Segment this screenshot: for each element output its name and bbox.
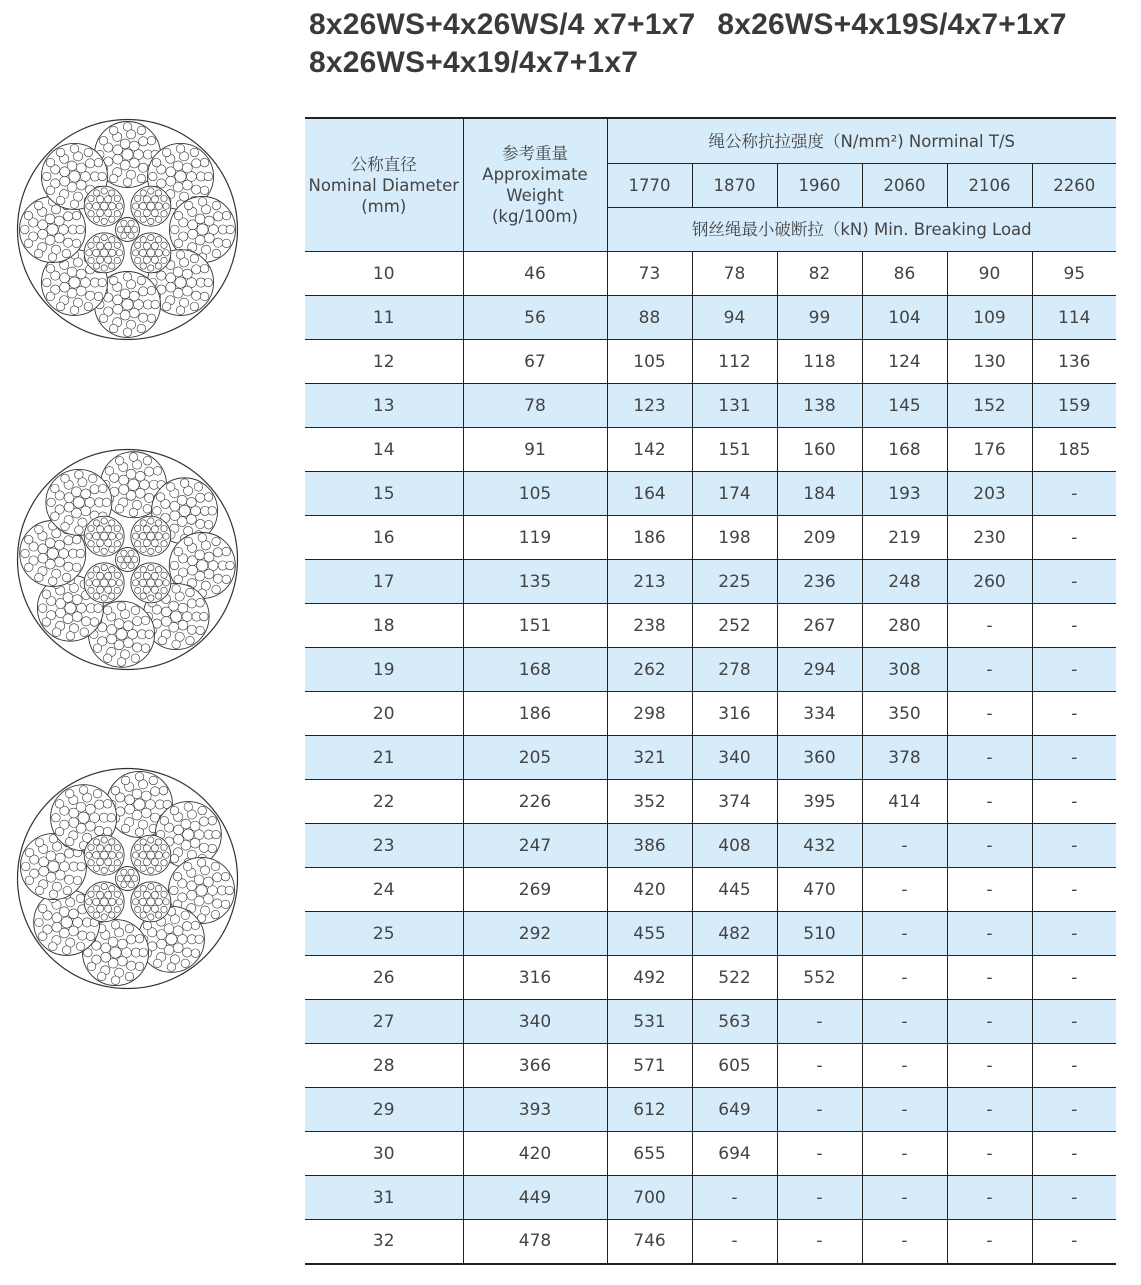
diameter-cell: 32 [305,1220,463,1264]
breaking-load-table [305,117,1116,1265]
breaking-load-cell: 414 [862,780,947,824]
header-nominal-diameter [305,118,463,252]
table-row [305,1044,1116,1088]
breaking-load-cell: 145 [862,384,947,428]
grade-header-cell: 1870 [692,164,777,208]
diameter-cell: 11 [305,296,463,340]
breaking-load-cell: - [947,912,1032,956]
breaking-load-cell: - [947,1220,1032,1264]
breaking-load-cell: 352 [607,780,692,824]
diameter-cell: 25 [305,912,463,956]
table-row [305,912,1116,956]
weight-cell: 135 [463,560,607,604]
breaking-load-cell: - [862,1000,947,1044]
table-row [305,604,1116,648]
breaking-load-cell: - [947,736,1032,780]
breaking-load-cell: 571 [607,1044,692,1088]
weight-cell: 91 [463,428,607,472]
table-row [305,296,1116,340]
breaking-load-cell: 298 [607,692,692,736]
diameter-cell: 30 [305,1132,463,1176]
breaking-load-cell: 260 [947,560,1032,604]
table-row [305,1132,1116,1176]
breaking-load-cell: 386 [607,824,692,868]
table-row [305,1220,1116,1264]
table-row [305,868,1116,912]
breaking-load-cell: - [862,1088,947,1132]
breaking-load-cell: - [862,1220,947,1264]
breaking-load-cell: - [692,1176,777,1220]
breaking-load-cell: 340 [692,736,777,780]
grade-header-cell: 1960 [777,164,862,208]
breaking-load-cell: 213 [607,560,692,604]
breaking-load-cell: - [1032,516,1116,560]
header-weight-en2: Weight [506,186,564,205]
breaking-load-cell: 152 [947,384,1032,428]
table-row [305,516,1116,560]
breaking-load-cell: 262 [607,648,692,692]
grade-header-cell: 1770 [607,164,692,208]
breaking-load-cell: 655 [607,1132,692,1176]
rope-diagram-2 [15,447,240,672]
breaking-load-cell: 130 [947,340,1032,384]
weight-cell: 46 [463,252,607,296]
breaking-load-cell: 360 [777,736,862,780]
diameter-cell: 19 [305,648,463,692]
diameter-cell: 31 [305,1176,463,1220]
diameter-cell: 20 [305,692,463,736]
diameter-cell: 16 [305,516,463,560]
breaking-load-cell: - [947,824,1032,868]
diameter-cell: 13 [305,384,463,428]
breaking-load-cell: - [777,1000,862,1044]
breaking-load-cell: 123 [607,384,692,428]
breaking-load-cell: 186 [607,516,692,560]
breaking-load-cell: 700 [607,1176,692,1220]
breaking-load-cell: 168 [862,428,947,472]
breaking-load-cell: 88 [607,296,692,340]
table-row [305,384,1116,428]
breaking-load-cell: - [1032,780,1116,824]
breaking-load-cell: 104 [862,296,947,340]
breaking-load-cell: 308 [862,648,947,692]
breaking-load-cell: 90 [947,252,1032,296]
weight-cell: 449 [463,1176,607,1220]
breaking-load-cell: 124 [862,340,947,384]
breaking-load-cell: 321 [607,736,692,780]
breaking-load-cell: - [1032,692,1116,736]
breaking-load-cell: 73 [607,252,692,296]
weight-cell: 78 [463,384,607,428]
breaking-load-cell: 193 [862,472,947,516]
weight-cell: 151 [463,604,607,648]
header-diameter-unit: (mm) [361,196,407,216]
breaking-load-cell: 142 [607,428,692,472]
weight-cell: 119 [463,516,607,560]
breaking-load-cell: 236 [777,560,862,604]
breaking-load-cell: 470 [777,868,862,912]
breaking-load-cell: - [692,1220,777,1264]
breaking-load-cell: 746 [607,1220,692,1264]
table-body [305,252,1116,1264]
header-weight-en1: Approximate [482,165,588,184]
header-approx-weight [463,118,607,252]
breaking-load-cell: 445 [692,868,777,912]
weight-cell: 292 [463,912,607,956]
breaking-load-cell: 492 [607,956,692,1000]
breaking-load-cell: - [1032,648,1116,692]
breaking-load-cell: - [1032,736,1116,780]
table-row [305,648,1116,692]
breaking-load-cell: 118 [777,340,862,384]
breaking-load-cell: 112 [692,340,777,384]
breaking-load-cell: 612 [607,1088,692,1132]
breaking-load-cell: 176 [947,428,1032,472]
title-line-1 [309,6,1129,44]
header-weight-unit: (kg/100m) [491,207,579,226]
breaking-load-cell: 694 [692,1132,777,1176]
breaking-load-cell: - [1032,1088,1116,1132]
breaking-load-cell: 209 [777,516,862,560]
breaking-load-cell: - [862,1132,947,1176]
table-row [305,1000,1116,1044]
weight-cell: 269 [463,868,607,912]
breaking-load-cell: 114 [1032,296,1116,340]
diameter-cell: 22 [305,780,463,824]
header-tensile-strength: 绳公称抗拉强度（N/mm²) Norminal T/S [607,118,1116,164]
breaking-load-cell: - [947,1176,1032,1220]
diameter-cell: 23 [305,824,463,868]
table-row [305,472,1116,516]
diameter-cell: 14 [305,428,463,472]
breaking-load-cell: 230 [947,516,1032,560]
breaking-load-cell: 95 [1032,252,1116,296]
breaking-load-cell: 219 [862,516,947,560]
table-row [305,428,1116,472]
breaking-load-cell: 225 [692,560,777,604]
breaking-load-cell: 131 [692,384,777,428]
breaking-load-cell: - [1032,560,1116,604]
diameter-cell: 29 [305,1088,463,1132]
breaking-load-cell: 138 [777,384,862,428]
breaking-load-cell: 531 [607,1000,692,1044]
breaking-load-cell: 350 [862,692,947,736]
wire-rope-cross-section-icon [15,766,240,991]
weight-cell: 340 [463,1000,607,1044]
weight-cell: 67 [463,340,607,384]
breaking-load-cell: - [777,1044,862,1088]
breaking-load-cell: - [947,1044,1032,1088]
header-diameter-en: Nominal Diameter [308,175,460,195]
diameter-cell: 18 [305,604,463,648]
diameter-cell: 21 [305,736,463,780]
breaking-load-cell: 184 [777,472,862,516]
diameter-cell: 12 [305,340,463,384]
breaking-load-cell: - [862,1176,947,1220]
rope-diagram-3 [15,766,240,991]
breaking-load-cell: - [947,1088,1032,1132]
breaking-load-cell: - [1032,1000,1116,1044]
breaking-load-cell: - [947,1132,1032,1176]
breaking-load-cell: 432 [777,824,862,868]
breaking-load-cell: - [947,1000,1032,1044]
weight-cell: 56 [463,296,607,340]
breaking-load-cell: - [1032,1132,1116,1176]
weight-cell: 366 [463,1044,607,1088]
breaking-load-cell: - [862,912,947,956]
breaking-load-cell: - [947,692,1032,736]
breaking-load-cell: - [1032,912,1116,956]
table-row [305,956,1116,1000]
wire-rope-cross-section-icon [15,117,240,342]
breaking-load-cell: - [947,868,1032,912]
breaking-load-cell: 563 [692,1000,777,1044]
breaking-load-cell: 378 [862,736,947,780]
breaking-load-cell: 280 [862,604,947,648]
breaking-load-cell: 252 [692,604,777,648]
weight-cell: 205 [463,736,607,780]
breaking-load-cell: - [862,824,947,868]
grade-header-cell: 2260 [1032,164,1116,208]
breaking-load-cell: 174 [692,472,777,516]
weight-cell: 393 [463,1088,607,1132]
breaking-load-cell: 109 [947,296,1032,340]
breaking-load-cell: - [1032,472,1116,516]
breaking-load-cell: - [1032,604,1116,648]
weight-cell: 186 [463,692,607,736]
rope-diagram-1 [15,117,240,342]
page-title [309,6,1129,82]
breaking-load-cell: - [777,1132,862,1176]
breaking-load-cell: 82 [777,252,862,296]
breaking-load-cell: - [1032,956,1116,1000]
breaking-load-cell: 552 [777,956,862,1000]
weight-cell: 226 [463,780,607,824]
breaking-load-cell: 185 [1032,428,1116,472]
breaking-load-cell: 334 [777,692,862,736]
breaking-load-cell: 267 [777,604,862,648]
table-row [305,340,1116,384]
header-min-breaking-load: 钢丝绳最小破断拉（kN) Min. Breaking Load [607,208,1116,252]
weight-cell: 316 [463,956,607,1000]
breaking-load-cell: - [862,956,947,1000]
table-row [305,736,1116,780]
breaking-load-cell: 649 [692,1088,777,1132]
breaking-load-cell: 248 [862,560,947,604]
table-row [305,824,1116,868]
breaking-load-cell: 238 [607,604,692,648]
table-row [305,692,1116,736]
breaking-load-cell: 203 [947,472,1032,516]
weight-cell: 105 [463,472,607,516]
breaking-load-cell: - [947,956,1032,1000]
diameter-cell: 24 [305,868,463,912]
weight-cell: 247 [463,824,607,868]
header-diameter-zh: 公称直径 [350,154,417,174]
breaking-load-cell: - [947,604,1032,648]
breaking-load-cell: 78 [692,252,777,296]
breaking-load-cell: 99 [777,296,862,340]
breaking-load-cell: - [1032,868,1116,912]
diameter-cell: 26 [305,956,463,1000]
breaking-load-cell: 482 [692,912,777,956]
breaking-load-cell: 510 [777,912,862,956]
table-row [305,1088,1116,1132]
breaking-load-cell: 160 [777,428,862,472]
breaking-load-cell: - [777,1176,862,1220]
header-weight-zh: 参考重量 [502,144,568,163]
table-row [305,1176,1116,1220]
breaking-load-cell: 316 [692,692,777,736]
diameter-cell: 15 [305,472,463,516]
breaking-load-cell: 294 [777,648,862,692]
table-row [305,780,1116,824]
title-construction-2: 8x26WS+4x19S/4x7+1x7 [717,8,1067,41]
breaking-load-cell: 605 [692,1044,777,1088]
breaking-load-cell: - [777,1220,862,1264]
diameter-cell: 28 [305,1044,463,1088]
table-row [305,560,1116,604]
table-row [305,252,1116,296]
breaking-load-cell: 522 [692,956,777,1000]
breaking-load-cell: 136 [1032,340,1116,384]
breaking-load-cell: - [1032,1176,1116,1220]
breaking-load-cell: 278 [692,648,777,692]
breaking-load-cell: 94 [692,296,777,340]
breaking-load-cell: - [862,1044,947,1088]
breaking-load-cell: - [777,1088,862,1132]
breaking-load-cell: 159 [1032,384,1116,428]
diameter-cell: 10 [305,252,463,296]
breaking-load-cell: 374 [692,780,777,824]
breaking-load-cell: 455 [607,912,692,956]
breaking-load-cell: - [862,868,947,912]
breaking-load-cell: - [947,648,1032,692]
diameter-cell: 17 [305,560,463,604]
breaking-load-cell: 86 [862,252,947,296]
breaking-load-cell: 198 [692,516,777,560]
breaking-load-cell: - [1032,1220,1116,1264]
grade-header-cell: 2060 [862,164,947,208]
breaking-load-cell: - [947,780,1032,824]
breaking-load-cell: 105 [607,340,692,384]
wire-rope-cross-section-icon [15,447,240,672]
diameter-cell: 27 [305,1000,463,1044]
grade-header-cell: 2106 [947,164,1032,208]
breaking-load-cell: 164 [607,472,692,516]
breaking-load-cell: - [1032,1044,1116,1088]
title-construction-1: 8x26WS+4x26WS/4 x7+1x7 [309,8,696,41]
weight-cell: 168 [463,648,607,692]
title-construction-3: 8x26WS+4x19/4x7+1x7 [309,46,639,79]
breaking-load-cell: 408 [692,824,777,868]
weight-cell: 478 [463,1220,607,1264]
breaking-load-cell: 151 [692,428,777,472]
weight-cell: 420 [463,1132,607,1176]
breaking-load-cell: - [1032,824,1116,868]
breaking-load-cell: 420 [607,868,692,912]
breaking-load-cell: 395 [777,780,862,824]
